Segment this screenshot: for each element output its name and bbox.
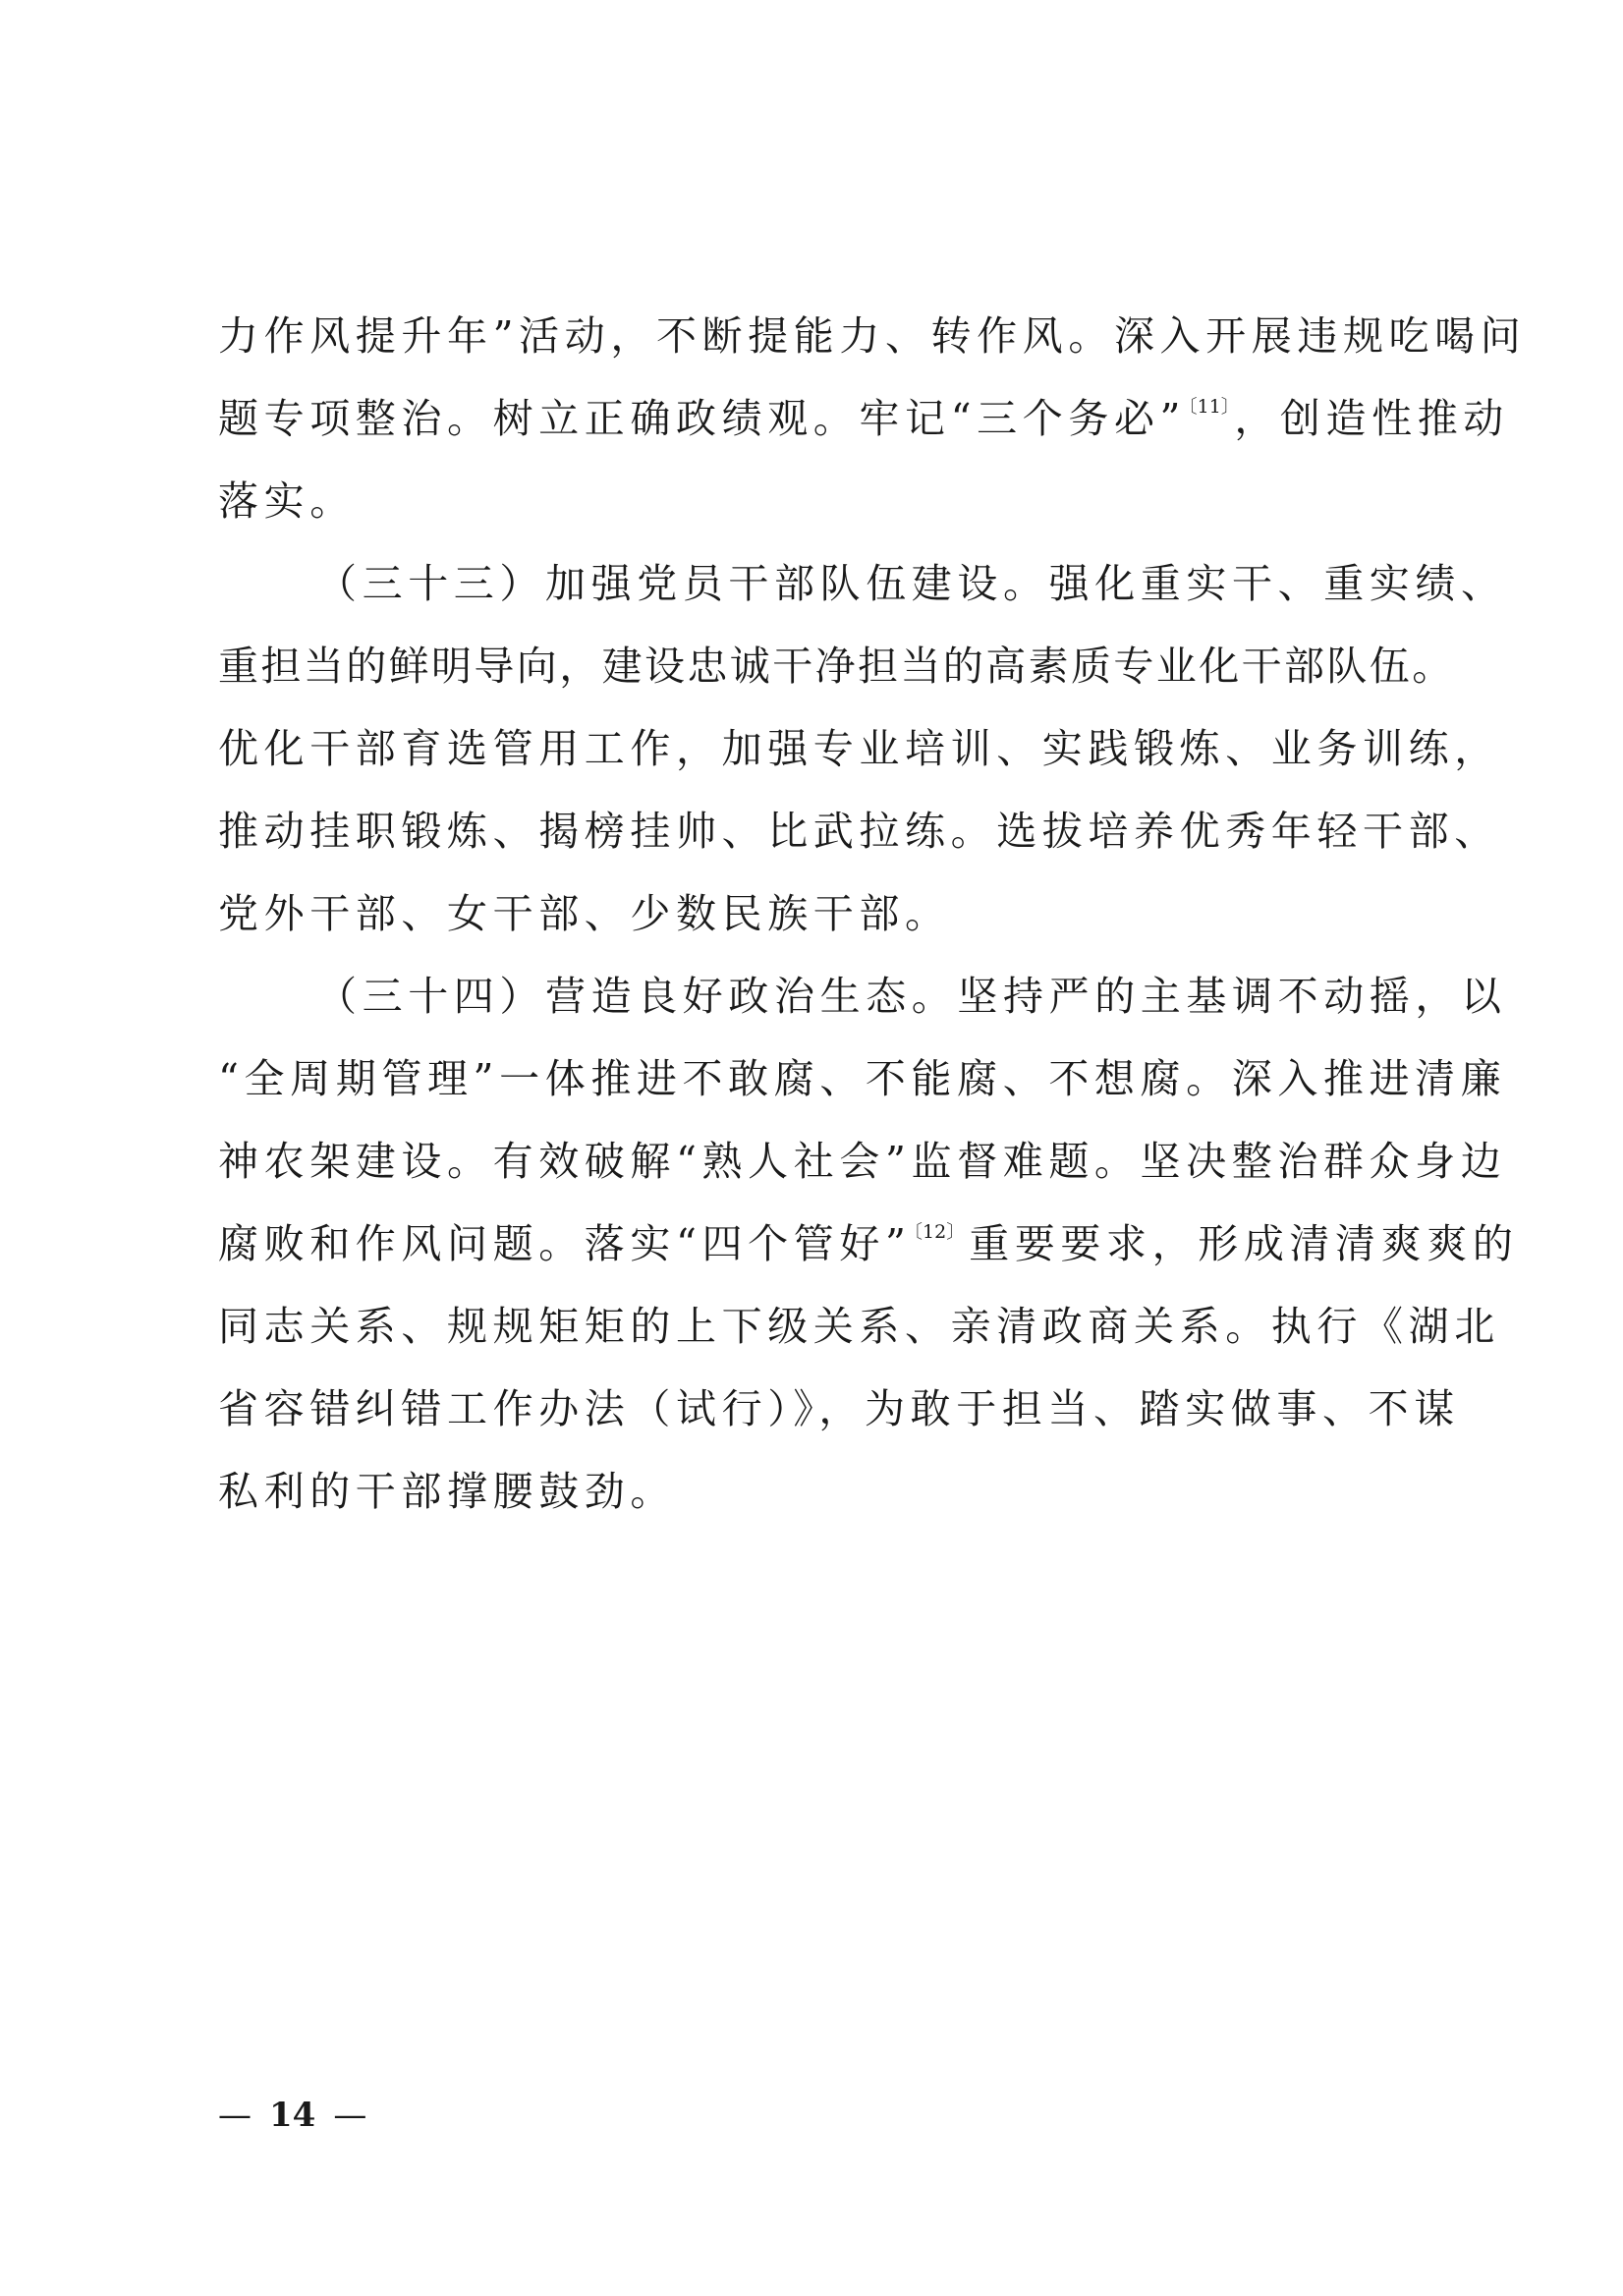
text-run: 私利的干部撑腰鼓劲。 <box>218 1468 676 1515</box>
text-run: 同志关系、规规矩矩的上下级关系、亲清政商关系。执行《湖北 <box>218 1303 1500 1350</box>
footnote-reference: 〔11〕 <box>1188 396 1231 418</box>
text-line <box>218 1214 1518 1273</box>
text-line <box>218 802 1500 861</box>
text-run: （三十三）加强党员干部队伍建设。强化重实干、重实绩、 <box>316 560 1507 607</box>
text-run: 力作风提升年”活动，不断提能力、转作风。深入开展违规吃喝问 <box>218 312 1527 360</box>
section-heading-line <box>316 554 1507 613</box>
text-run: 重要要求，形成清清爽爽的 <box>969 1220 1519 1267</box>
text-line <box>218 637 1455 696</box>
text-run: （三十四）营造良好政治生态。坚持严的主基调不动摇，以 <box>316 973 1507 1020</box>
text-run: 推动挂职锻炼、揭榜挂帅、比武拉练。选拔培养优秀年轻干部、 <box>218 808 1500 855</box>
text-run: 优化干部育选管用工作，加强专业培训、实践锻炼、业务训练， <box>218 725 1500 772</box>
text-line <box>218 719 1500 778</box>
text-line <box>218 1049 1506 1108</box>
text-run: 重担当的鲜明导向，建设忠诚干净担当的高素质专业化干部队伍。 <box>218 643 1455 690</box>
text-run: 腐败和作风问题。落实“四个管好” <box>218 1220 912 1267</box>
text-line <box>218 1379 1460 1438</box>
page-number-dash-left: — <box>218 2096 252 2135</box>
page-number: 14 <box>269 2096 316 2135</box>
text-run: 题专项整治。树立正确政绩观。牢记“三个务必” <box>218 395 1187 442</box>
section-heading-line <box>316 967 1507 1026</box>
text-run: ，创造性推动 <box>1234 395 1509 442</box>
page-number-dash-right: — <box>333 2096 367 2135</box>
text-line <box>218 472 356 531</box>
text-run: 神农架建设。有效破解“熟人社会”监督难题。坚决整治群众身边 <box>218 1138 1507 1185</box>
page-number-footer <box>218 2091 366 2140</box>
text-run: 党外干部、女干部、少数民族干部。 <box>218 890 951 937</box>
text-line <box>218 1132 1506 1191</box>
text-run: 省容错纠错工作办法（试行）》，为敢于担当、踏实做事、不谋 <box>218 1385 1460 1432</box>
text-line <box>218 1462 676 1521</box>
text-line <box>218 1297 1500 1356</box>
text-run: 落实。 <box>218 477 356 525</box>
text-run: “全周期管理”一体推进不敢腐、不能腐、不想腐。深入推进清廉 <box>218 1055 1507 1102</box>
footnote-reference: 〔12〕 <box>913 1221 966 1243</box>
text-line <box>218 389 1509 448</box>
text-line <box>218 307 1526 365</box>
text-line <box>218 884 951 943</box>
